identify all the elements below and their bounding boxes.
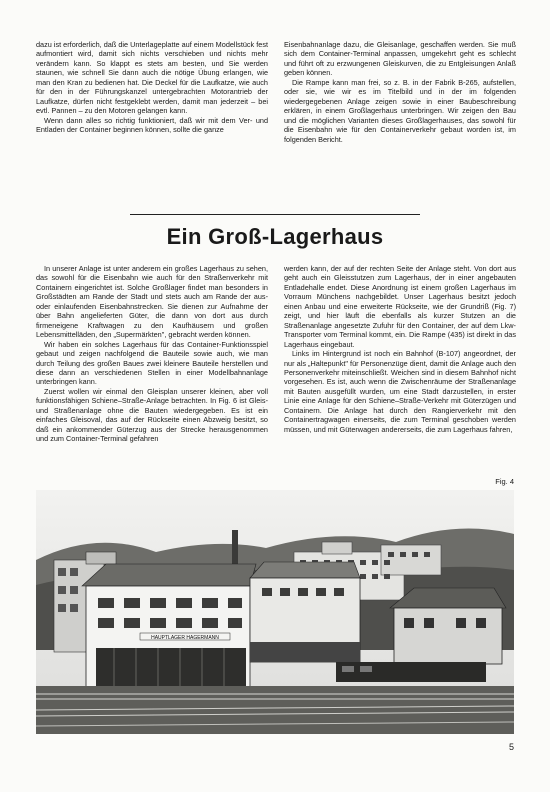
station-building [390,588,506,664]
loading-hall [250,562,360,662]
layout-photo [36,490,514,734]
top-right-column [284,40,516,144]
figure-label: Fig. 4 [495,477,514,486]
warehouse-sign: HAUPTLAGER HAGERMANN [151,634,219,641]
paragraph: dazu ist erforderlich, daß die Unterlageplatte auf einem Modellstück fest aufmontiert wird, damit sich nichts verschieben und nichts mehr verändern kann. So klappt es stets am besten, und Sie werden staunen, wie schnell Sie dann auch die nötige Übung erlangen, wie man den Kran zu bedienen hat. Die Deckel für die Laufkatze, wie auch für den in der Führungskanzel untergebrachten Motorantrieb der Laufkatze, dürfen nicht festgeklebt werden, damit man jederzeit – bei evtl. Pannen – zu den Motoren gelangen kann. [36,40,268,116]
tracks [36,686,514,734]
page-number: 5 [508,742,514,752]
paragraph: Zuerst wollen wir einmal den Gleisplan unserer kleinen, aber voll funktionsfähigen Schiene–Straße-Anlage betrachten. In Fig. 6 ist Gleis- und Straßenanlage ohne die Bauten wiedergegeben. Es ist ein einfaches Gleisoval, das auf der Rückseite einen Abzweig besitzt, so daß ein ankommender Güterzug aus der Strecke herausgenommen und zum Container-Terminal gefahren [36,386,268,444]
chimney [232,530,238,568]
paragraph: Die Rampe kann man frei, so z. B. in der Fabrik B-265, aufstellen, oder sie, wie wir es im Titelbild und in der im folgenden wiedergegebenen Anlage zeigen sowie in einer Baubeschreibung erklären, in einem Großlagerhaus unterbringen. Wir zeigen den Bau und die möglichen Varianten dieses Großlagerhauses, das sowohl für die Eisenbahn wie für den Containerverkehr gebaut worden ist, im folgenden Bericht. [284,77,516,144]
paragraph: Links im Hintergrund ist noch ein Bahnhof (B-107) angeordnet, der nur als „Haltepunkt" für Personenzüge dient, damit die Anlage auch den Personenverkehr miteinschließt. Weichen sind in diesem Bahnhof nicht vorgesehen. Es ist, auch wenn die Zwischenräume der Straßenanlage mit Bauten ausgefüllt wurden, um eine Stadt darzustellen, in erster Linie eine Anlage für den Schiene–Straße-Verkehr mit Güterzügen und Containern. Die Anlage hat durch den Rangierverkehr mit den Containertragwagen einerseits, die zum Terminal geschoben werden müssen, und mit Güterwagen andererseits, die zum Lagerhaus fahren, [284,349,516,434]
paragraph: In unserer Anlage ist unter anderem ein großes Lagerhaus zu sehen, das sowohl für die Eisenbahn wie auch für den Straßenverkehr mit Containern eingerichtet ist. Solche Großlager findet man besonders in Großstädten am Rande der Stadt und stets auch am Rande der aus- oder einlaufenden Eisenbahnstrecken. Sie dienen zur Aufnahme der über Bahn angelieferten Güter, die dann von dort aus durch firmeneigene Kraftwagen zu den Kaufhäusern und großen Lebensmittelläden, den „Supermärkten", gebracht werden können. [36,264,268,340]
article-title: Ein Groß-Lagerhaus [166,224,384,249]
paragraph: werden kann, der auf der rechten Seite der Anlage steht. Von dort aus geht auch ein Gleisstutzen zum Lagerhaus, der in einer angebauten Entladehalle endet. Diese Anordnung ist einem großen Lagerhaus im Vorraum Münchens nachgebildet. Unser Lagerhaus besitzt jedoch einen Anbau und eine erweiterte Rückseite, wie der Grundriß (Fig. 7) zeigt, und hier läuft die ebenfalls als kurzer Stutzen an die Straßenanlage angesetzte Zufuhr für den Container, der auf dem Lkw-Transporter vom Terminal kommt, ein. Die Rampe (435) ist direkt in das Lagerhaus eingebaut. [284,264,516,349]
paragraph: Eisenbahnanlage dazu, die Gleisanlage, geschaffen werden. Sie muß sich dem Container-Terminal anpassen, umgekehrt geht es schlecht und führt oft zu erzwungenen Gleiskurven, die zu Entgleisungen Anlaß geben können. [284,40,516,78]
top-left-column [36,40,268,135]
warehouse [82,564,256,696]
paragraph: Wir haben ein solches Lagerhaus für das Container-Funktionsspiel gebaut und zeigen nachfolgend die Bauteile sowie auch, wie man durch Teilung des großen Baues zwei kleinere Bauteile herstellen und diese dann an verschiedenen Stellen in einer Modellbahnanlage unterbringen kann. [36,339,268,387]
section-divider [130,214,420,215]
train [336,662,486,682]
body-left-column [36,264,268,444]
paragraph: Wenn dann alles so richtig funktioniert, daß wir mit dem Ver- und Entladen der Container beginnen können, sollte die ganze [36,115,268,135]
body-right-column [284,264,516,434]
